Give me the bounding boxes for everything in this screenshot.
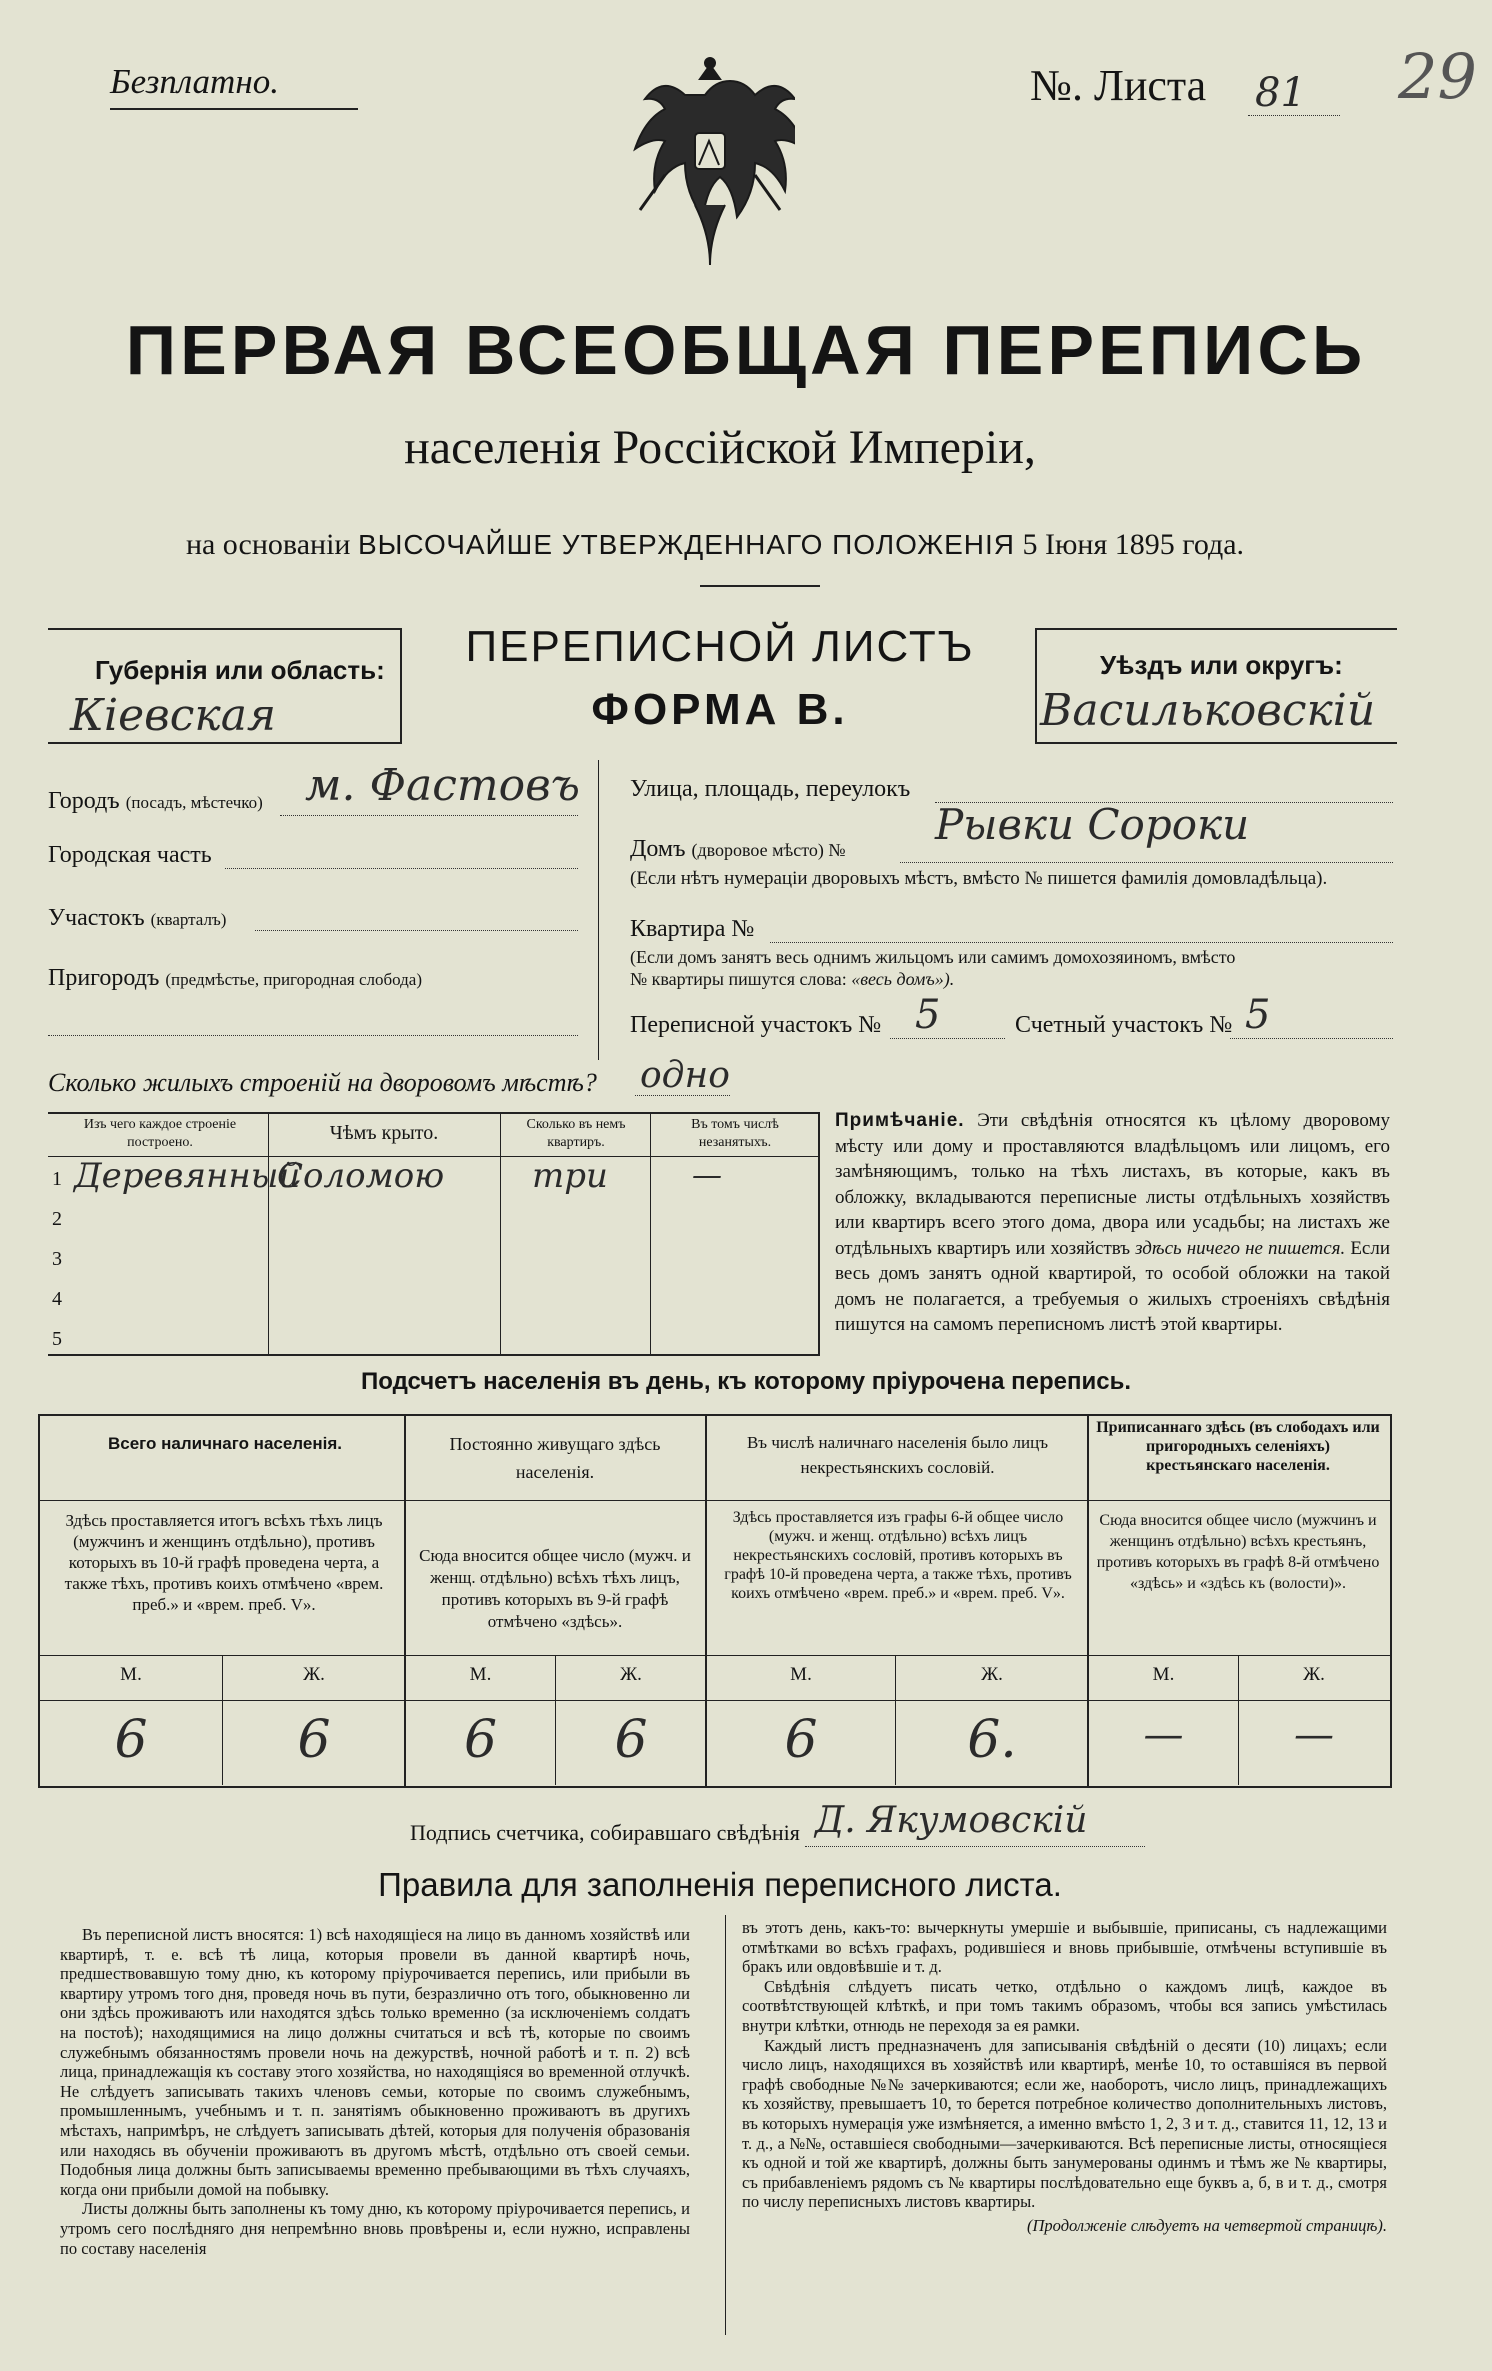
street-label: Улица, площадь, переулокъ: [630, 776, 911, 802]
signature-line: [805, 1846, 1145, 1847]
city-value: м. Фастовъ: [305, 760, 580, 811]
buildings-col2-header: Чѣмъ крыто.: [329, 1122, 439, 1144]
subtitle: населенія Россійской Имперіи,: [404, 421, 1036, 474]
population-col3-f-value: 6.: [967, 1710, 1017, 1770]
buildings-col-divider: [650, 1112, 651, 1354]
population-col1-m-label: М.: [120, 1664, 142, 1685]
double-headed-eagle-emblem: [625, 55, 795, 270]
population-mf-divider: [895, 1655, 896, 1785]
signature-label: Подпись счетчика, собиравшаго свѣдѣнія: [410, 1820, 800, 1845]
house-line: [900, 862, 1393, 863]
population-col2-f-value: 6: [614, 1710, 648, 1770]
population-mf-divider: [555, 1655, 556, 1785]
population-col1-head: Всего наличнаго населенія.: [108, 1434, 342, 1453]
city-field: Городъ (посадъ, мѣстечко): [48, 788, 263, 814]
population-col4-f-label: Ж.: [1303, 1664, 1325, 1685]
apartment-line: [770, 942, 1393, 943]
precinct-line: [255, 930, 578, 931]
population-col2-m-value: 6: [463, 1710, 498, 1770]
house-field: Домъ (дворовое мѣсто) №: [630, 836, 846, 862]
population-col2-m-label: М.: [469, 1664, 492, 1685]
buildings-answer-line: [635, 1095, 730, 1096]
house-hint: (Если нѣтъ нумераціи дворовыхъ мѣстъ, вмѣсто № пишется фамилія домовладѣльца).: [630, 868, 1328, 889]
buildings-answer: одно: [640, 1055, 730, 1096]
count-area-label: Счетный участокъ №: [1015, 1012, 1233, 1038]
legal-basis: [0, 528, 1430, 562]
sheet-number-value: 81: [1255, 70, 1306, 116]
city-part-label: Городская часть: [48, 842, 212, 868]
suburb-field: Пригородъ (предмѣстье, пригородная слобода): [48, 965, 423, 991]
population-col3-f-label: Ж.: [981, 1664, 1003, 1685]
rules-left-column: [60, 1925, 690, 2258]
population-col3-m-value: 6: [784, 1710, 818, 1770]
buildings-question: Сколько жилыхъ строеній на дворовомъ мѣстѣ?: [48, 1068, 597, 1097]
address-divider: [598, 760, 599, 1060]
main-title: ПЕРВАЯ ВСЕОБЩАЯ ПЕРЕПИСЬ: [125, 311, 1367, 389]
population-mf-divider: [222, 1655, 223, 1785]
population-header-rule: [40, 1500, 1390, 1501]
house-value: Рывки Сороки: [935, 800, 1250, 849]
population-col4-f-value: —: [1294, 1712, 1334, 1758]
title-rule: [700, 585, 820, 587]
signature-value: Д. Якумовскій: [815, 1800, 1088, 1841]
rules-right-paragraph: Свѣдѣнія слѣдуетъ писать четко, отдѣльно о каждомъ лицѣ, каждое въ соотвѣтствующей клѣткѣ, и при томъ такимъ образомъ, чтобы вся запись умѣстилась внутри клѣтки, отнюдь не переходя за ея рамки.: [742, 1976, 1387, 2035]
province-label: Губернія или область:: [95, 655, 385, 685]
count-area-value: 5: [1245, 992, 1271, 1038]
population-col4-desc: Сюда вносится общее число (мужчинъ и женщинъ отдѣльно) всѣхъ крестьянъ, противъ которыхъ въ графѣ 8-й отмѣчено «здѣсь» и «здѣсь къ (волости)».: [1096, 1512, 1380, 1592]
population-col1-m-value: 6: [114, 1710, 148, 1770]
free-underline: [110, 108, 358, 110]
rules-right-paragraph: Каждый листъ предназначенъ для записыванія свѣдѣній о десяти (10) лицахъ; если число лицъ, находящихся въ хозяйствѣ или квартирѣ, менѣе 10, то оставшіяся въ первой графѣ свободные №№ зачеркиваются; если же, наоборотъ, число лицъ, принадлежащихъ къ хозяйству, превышаетъ 10, то берется потребное количество дополнительныхъ листовъ, въ которыхъ нумерація уже измѣняется, а именно вмѣсто 1, 2, 3 и т. д., ставится 11, 12, 13 и т. д., а №№, оставшіеся свободными—зачеркиваются. Всѣ переписные листы, относящіеся къ одной и той же квартирѣ, должны быть занумерованы одинмъ и тѣмъ же № квартиры, съ прибавленіемъ рядомъ съ № квартиры послѣдовательно еще буквъ а, б, в и т. д., смотря по числу переписныхъ листовъ квартиры.: [742, 2035, 1387, 2212]
population-col4-m-value: —: [1143, 1712, 1184, 1758]
population-col4-m-label: М.: [1152, 1664, 1175, 1685]
sheet-number-line: [1248, 115, 1340, 116]
count-area-line: [1230, 1038, 1393, 1039]
sheet-title: ПЕРЕПИСНОЙ ЛИСТЪ: [465, 622, 975, 671]
buildings-note: Примѣчаніе. Эти свѣдѣнія относятся къ цѣлому дворовому мѣсту или дому и проставляются владѣльцомъ или лицомъ, его замѣняющимъ, только на тѣхъ листахъ, въ которые, какъ въ обложку, вкладываются переписные листы отдѣльныхъ хозяйствъ или квартиръ всего этого дома, двора или усадьбы; на листахъ же отдѣльныхъ квартиръ или хозяйствъ здѣсь ничего не пишется. Если весь домъ занятъ одной квартирой, то особой обложки на такой домъ не полагается, а требуемыя о жилыхъ строеніяхъ свѣдѣнія пишутся на самомъ переписномъ листѣ этой квартиры.: [835, 1110, 1391, 1335]
population-col4-head: Приписаннаго здѣсь (въ слободахъ или пригородныхъ селеніяхъ) крестьянскаго населенія.: [1096, 1419, 1380, 1474]
population-mf-divider: [1238, 1655, 1239, 1785]
population-col2-f-label: Ж.: [620, 1664, 642, 1685]
population-col2-desc: Сюда вносится общее число (мужч. и женщ. отдѣльно) всѣхъ тѣхъ лицъ, противъ которыхъ въ 9-й графѣ отмѣчено «здѣсь».: [419, 1546, 691, 1631]
free-label: Безплатно.: [110, 62, 279, 101]
corner-page-number: 29: [1398, 40, 1477, 113]
population-col3-desc: Здѣсь проставляется изъ графы 6-й общее число (мужч. и женщ. отдѣльно) всѣхъ лицъ некрестьянскихъ сословій, противъ которыхъ въ графѣ 10-й проведена черта, а также тѣхъ, противъ коихъ отмѣчено «врем. преб.» и «врем. преб. V».: [724, 1509, 1072, 1602]
census-sheet: Безплатно. №. Листа 81 29 ПЕРВАЯ ВСЕОБЩАЯ ПЕРЕПИСЬ населенія Россійской Имперіи, на основаніи ВЫСОЧАЙШЕ УТВЕРЖДЕННАГО ПОЛОЖЕНІЯ 5 Іюня 1895 года. Губернія или область: Кіевская ПЕРЕПИСНОЙ ЛИСТЪ ФОРМА В. Уѣздъ или округъ: Васильковскій Городъ (посадъ, мѣстечко) м. Фастовъ Городская часть Участокъ (кварталъ) Пригородъ (предмѣстье, пригородная слобода) Улица, площадь, переулокъ Домъ (дворовое мѣсто) № Рывки Сороки (Если нѣтъ нумераціи дворовыхъ мѣстъ, вмѣсто № пишется фамилія домовладѣльца). Квартира № (Если домъ занятъ весь однимъ жильцомъ или самимъ домохозяиномъ, вмѣсто № квартиры пишутся слова: «весь домъ»). Переписной участокъ № 5 Счетный участокъ № 5 Сколько жилыхъ строеній на дворовомъ мѣстѣ? одно Изъ чего каждое строеніе построено. Чѣмъ крыто. Сколько въ немъ квартиръ. Въ томъ числѣ незанятыхъ. 1 Деревянный Соломою три — 2 3 4 5 Примѣчаніе. Эти свѣдѣнія относятся къ цѣлому дворовому мѣсту или дому и проставляются владѣльцомъ или лицомъ, его замѣняющимъ, только на тѣхъ листахъ, въ которые, какъ въ обложку, вкладываются переписные листы отдѣльныхъ хозяйствъ или квартиръ всего этого дома, двора или усадьбы; на листахъ же отдѣльныхъ квартиръ или хозяйствъ здѣсь ничего не пишется. Если весь домъ занятъ одной квартирой, то особой обложки на такой домъ не полагается, а требуемыя о жилыхъ строеніяхъ свѣдѣнія пишутся на самомъ переписномъ листѣ этой квартиры. Подсчетъ населенія въ день, къ которому пріурочена перепись. Всего наличнаго населенія. Здѣсь проставляется итогъ всѣхъ тѣхъ лицъ (мужчинъ и женщинъ отдѣльно), противъ которыхъ въ 10-й графѣ проведена черта, а также тѣхъ, противъ коихъ отмѣчено «врем. преб.» и «врем. преб. V». М. Ж. 6 6 Постоянно живущаго здѣсь населенія. Сюда вносится общее число (мужч. и женщ. отдѣльно) всѣхъ тѣхъ лицъ, противъ которыхъ въ 9-й графѣ отмѣчено «здѣсь». М. Ж. 6 6 Въ числѣ наличнаго населенія было лицъ некрестьянскихъ сословій. Здѣсь проставляется изъ графы 6-й общее число (мужч. и женщ. отдѣльно) всѣхъ лицъ некрестьянскихъ сословій, противъ которыхъ въ графѣ 10-й проведена черта, а также тѣхъ, противъ коихъ отмѣчено «врем. преб.» и «врем. преб. V». М. Ж. 6 6. Приписаннаго здѣсь (въ слободахъ или пригородныхъ селеніяхъ) крестьянскаго населенія. Сюда вносится общее число (мужчинъ и женщинъ отдѣльно) всѣхъ крестьянъ, противъ которыхъ въ графѣ 8-й отмѣчено «здѣсь» и «здѣсь къ (волости)». М. Ж. — — Подпись счетчика, собиравшаго свѣдѣнія Д. Якумовскій Правила для заполненія переписного листа. Въ переписной листъ вносятся: 1) всѣ находящіеся на лицо въ данномъ хозяйствѣ или квартирѣ, т. е. всѣ тѣ лица, которыя провели въ данной квартирѣ ночь, предшествовавшую тому дню, къ которому пріурочивается перепись, или прибыли въ квартиру утромъ того дня, проведя ночь въ пути, безразлично отъ того, обыкновенно ли они здѣсь проживаютъ или находятся здѣсь только временно (за исключеніемъ солдатъ на постоѣ); находящимися на лицо должны считаться и всѣ тѣ, которые по своимъ служебнымъ обязанностямъ провели ночь на дежурствѣ, ночной работѣ и т. п. 2) всѣ лица, принадлежащія къ составу этого хозяйства, но находящіяся во временной отлучкѣ. Не слѣдуетъ записывать такихъ членовъ семьи, которые по своимъ служебнымъ, промышленнымъ, учебнымъ и т. п. занятіямъ обыкновенно проживаютъ въ другихъ мѣстахъ, напримѣръ, не слѣдуетъ записывать дѣтей, которыя для полученія образованія или находясь въ обученіи проживаютъ въ другомъ мѣстѣ, отдѣльно отъ своей семьи. Подобныя лица должны быть записываемы временно пребывающими въ тѣхъ случаяхъ, когда они прибыли домой на побывку. Листы должны быть заполнены къ тому дню, къ которому пріурочивается перепись, и утромъ сего послѣдняго дня непремѣнно вновь провѣрены и, если нужно, исправлены по составу населенія въ этотъ день, какъ-то: вычеркнуты умершіе и выбывшіе, приписаны, съ надлежащими отмѣтками во всѣхъ графахъ, родившіеся и вновь прибывшіе, отмѣчены вступившіе въ бракъ или овдовѣвшіе и т. д. Свѣдѣнія слѣдуетъ писать четко, отдѣльно о каждомъ лицѣ, каждое въ соотвѣтствующей клѣткѣ, и при томъ такимъ образомъ, чтобы вся запись умѣстилась внутри клѣтки, отнюдь не переходя за ея рамки. Каждый листъ предназначенъ для записыванія свѣдѣній о десяти (10) лицахъ; если число лицъ, находящихся въ хозяйствѣ или квартирѣ, менѣе 10, то оставшіяся въ первой графѣ свободные №№ зачеркиваются; если же, наоборотъ, число лицъ, принадлежащихъ къ хозяйству, превышаетъ 10, то берется потребное количество дополнительныхъ листовъ, въ которыхъ нумерація уже измѣняется, а именно вмѣсто 1, 2, 3 и т. д., ставится 11, 12, 13 и т. д., а №№, оставшіеся свободными—зачеркиваются. Всѣ переписные листы, относящіеся къ одной и той же квартирѣ, должны быть занумерованы одинмъ и тѣмъ же № квартиры, съ прибавленіемъ рядомъ съ № квартиры послѣдовательно еще буквъ а, б, в и т. д., смотря по числу переписныхъ листовъ квартиры. (Продолженіе слѣдуетъ на четвертой страницѣ).: [0, 0, 1492, 2371]
rules-right-column: [742, 1918, 1387, 2236]
apartment-hint: (Если домъ занятъ весь однимъ жильцомъ или самимъ домохозяиномъ, вмѣсто № квартиры пишутся слова: «весь домъ»).: [630, 947, 1236, 989]
census-area-value: 5: [915, 992, 941, 1038]
population-col1-f-value: 6: [297, 1710, 331, 1770]
suburb-line: [48, 1035, 578, 1036]
population-title: Подсчетъ населенія въ день, къ которому пріурочена перепись.: [361, 1368, 1131, 1395]
population-col1-f-label: Ж.: [303, 1664, 325, 1685]
buildings-col3-header: Сколько въ немъ квартиръ.: [526, 1117, 626, 1150]
population-col3-m-label: М.: [790, 1664, 812, 1685]
precinct-field: Участокъ (кварталъ): [48, 905, 227, 931]
rules-right-paragraph: въ этотъ день, какъ-то: вычеркнуты умершіе и выбывшіе, приписаны, съ надлежащими отмѣтками во всѣхъ графахъ, родившіеся и вновь прибывшіе, отмѣчены вступившіе въ бракъ или овдовѣвшіе и т. д.: [742, 1918, 1387, 1977]
rules-divider: [725, 1915, 726, 2335]
population-col1-desc: Здѣсь проставляется итогъ всѣхъ тѣхъ лицъ (мужчинъ и женщинъ отдѣльно), противъ которыхъ въ 10-й графѣ проведена черта, а также тѣхъ, противъ коихъ отмѣчено «врем. преб.» и «врем. преб. V».: [64, 1511, 384, 1614]
population-mf-rule: [40, 1700, 1390, 1701]
rules-title: Правила для заполненія переписного листа.: [378, 1866, 1062, 1903]
district-value: Васильковскій: [1040, 685, 1376, 736]
population-col3-head: Въ числѣ наличнаго населенія было лицъ некрестьянскихъ сословій.: [746, 1433, 1049, 1477]
basis-date: 5 Іюня 1895 года.: [1022, 528, 1245, 561]
form-label: ФОРМА В.: [591, 685, 849, 734]
rules-left-paragraph: Листы должны быть заполнены къ тому дню, къ которому пріурочивается перепись, и утромъ сего послѣдняго дня непремѣнно вновь провѣрены и, если нужно, исправлены по составу населенія: [60, 2199, 690, 2258]
population-col2-head: Постоянно живущаго здѣсь населенія.: [449, 1434, 661, 1482]
rules-continued: (Продолженіе слѣдуетъ на четвертой страницѣ).: [1027, 2215, 1387, 2235]
basis-prefix: на основаніи: [185, 528, 351, 561]
apartment-label: Квартира №: [630, 916, 755, 942]
buildings-col-divider: [500, 1112, 501, 1354]
buildings-col-divider: [268, 1112, 269, 1354]
province-value: Кіевская: [70, 690, 277, 741]
city-part-line: [225, 868, 578, 869]
district-label: Уѣздъ или округъ:: [1100, 650, 1343, 680]
city-line: [280, 815, 578, 816]
census-area-line: [890, 1038, 1005, 1039]
rules-left-paragraph: Въ переписной листъ вносятся: 1) всѣ находящіеся на лицо въ данномъ хозяйствѣ или квартирѣ, т. е. всѣ тѣ лица, которыя провели въ данной квартирѣ ночь, предшествовавшую тому дню, къ которому пріурочивается перепись, или прибыли въ квартиру утромъ того дня, проведя ночь въ пути, безразлично отъ того, обыкновенно ли они здѣсь проживаютъ или находятся здѣсь только временно (за исключеніемъ солдатъ на постоѣ); находящимися на лицо должны считаться и всѣ тѣ, которые по своимъ служебнымъ обязанностямъ провели ночь на дежурствѣ, ночной работѣ и т. п. 2) всѣ лица, принадлежащія къ составу этого хозяйства, но находящіяся во временной отлучкѣ. Не слѣдуетъ записывать такихъ членовъ семьи, которые по своимъ служебнымъ, промышленнымъ, учебнымъ и т. п. занятіямъ обыкновенно проживаютъ въ другихъ мѣстахъ, напримѣръ, не слѣдуетъ записывать дѣтей, которыя для полученія образованія или находясь въ обученіи проживаютъ въ другомъ мѣстѣ, отдѣльно отъ своей семьи. Подобныя лица должны быть записываемы временно пребывающими въ тѣхъ случаяхъ, когда они прибыли домой на побывку.: [60, 1925, 690, 2199]
sheet-number-label: №. Листа: [1030, 61, 1207, 110]
population-desc-rule: [40, 1655, 1390, 1656]
buildings-col4-header: Въ томъ числѣ незанятыхъ.: [691, 1117, 779, 1150]
buildings-col1-header: Изъ чего каждое строеніе построено.: [83, 1117, 237, 1150]
basis-decree: ВЫСОЧАЙШЕ УТВЕРЖДЕННАГО ПОЛОЖЕНІЯ: [357, 529, 1016, 560]
census-area-label: Переписной участокъ №: [630, 1012, 882, 1038]
